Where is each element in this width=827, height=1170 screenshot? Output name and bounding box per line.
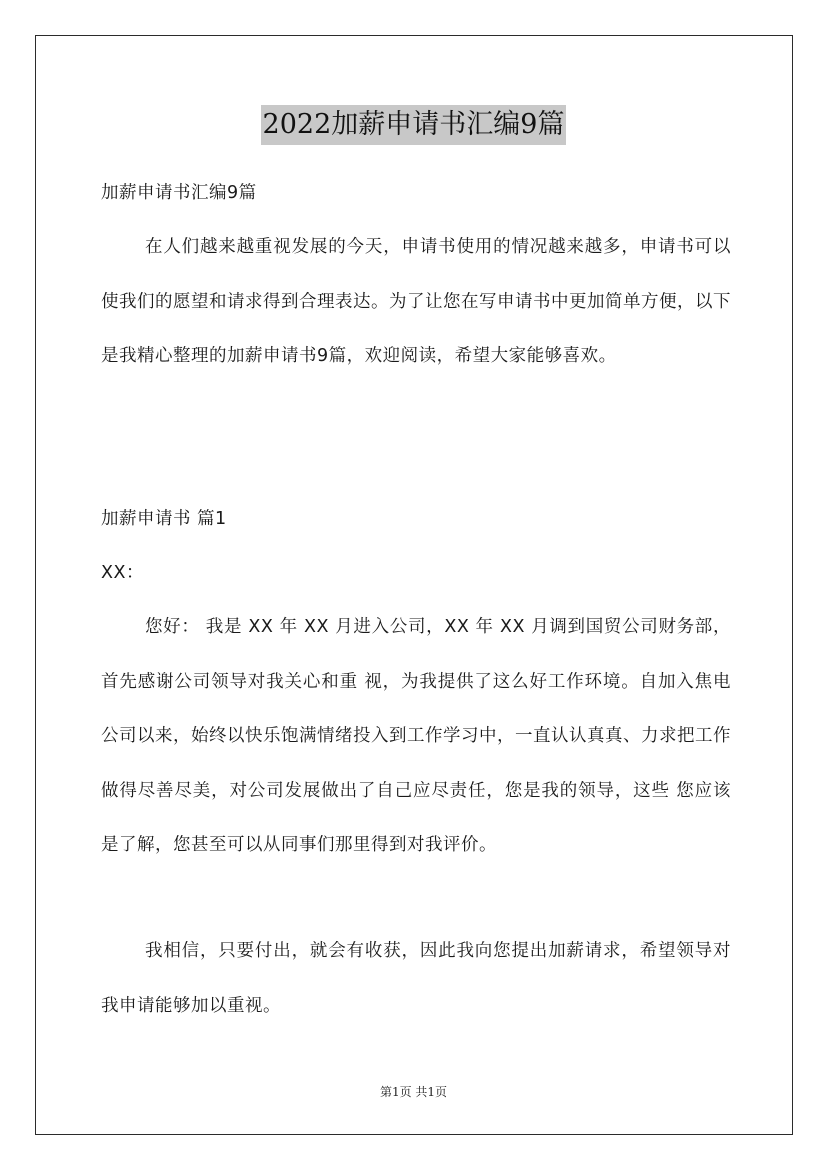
- section-heading: 加薪申请书 篇1: [101, 509, 227, 529]
- document-title: [0, 102, 827, 145]
- body-paragraph-1: 您好： 我是 XX 年 XX 月进入公司，XX 年 XX 月调到国贸公司财务部，首先感谢公司领导对我关心和重 视，为我提供了这么好工作环境。自加入焦电公司以来，始终以快乐饱满情绪投入到工作学习中，一直认认真真、力求把工作做得尽善尽美，对公司发展做出了自己应尽责任，您是我的领导，这些 您应该是了解，您甚至可以从同事们那里得到对我评价。: [101, 617, 731, 855]
- intro-paragraph: 在人们越来越重视发展的今天，申请书使用的情况越来越多，申请书可以使我们的愿望和请求得到合理表达。为了让您在写申请书中更加简单方便，以下是我精心整理的加薪申请书9篇，欢迎阅读，希望大家能够喜欢。: [101, 237, 731, 366]
- document-title-text: 2022加薪申请书汇编9篇: [261, 105, 567, 145]
- body-paragraph-2: 我相信，只要付出，就会有收获，因此我向您提出加薪请求，希望领导对我申请能够加以重视。: [101, 941, 731, 1016]
- salutation: XX：: [101, 563, 144, 583]
- page-footer: 第1页 共1页: [379, 1085, 448, 1099]
- document-subtitle: 加薪申请书汇编9篇: [101, 183, 257, 203]
